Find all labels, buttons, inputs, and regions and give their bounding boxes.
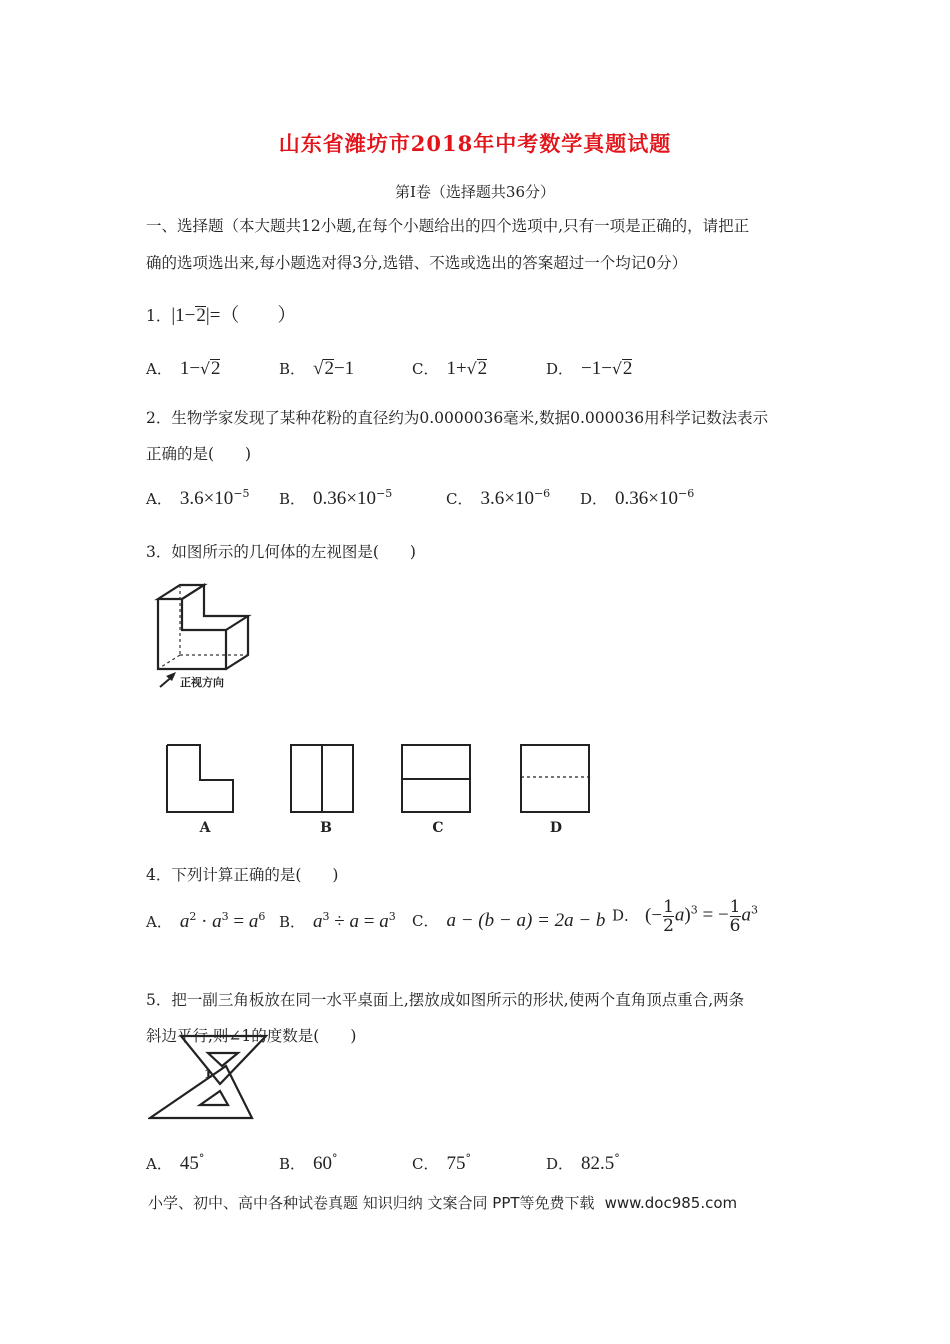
question-4-option-c: C． a − (b − a) = 2a − b bbox=[412, 910, 606, 931]
question-5-option-d: D． 82.5° bbox=[546, 1152, 620, 1174]
option-d-label: D bbox=[549, 820, 563, 836]
question-1-option-b: B． √2−1 bbox=[279, 358, 355, 379]
option-c-label: C bbox=[432, 820, 444, 836]
question-2-line2: 正确的是( ) bbox=[146, 445, 252, 463]
question-4-option-a: A． $a^2 \cdot a^3 = a^6$ bbox=[146, 910, 266, 932]
option-d-shape bbox=[521, 745, 589, 812]
option-b-label: B bbox=[320, 820, 332, 836]
paper-subtitle: 第Ⅰ卷（选择题共36分） bbox=[394, 183, 555, 201]
question-1-option-a: A． 1−√2 bbox=[146, 358, 221, 379]
footer bbox=[148, 1192, 737, 1213]
option-a-shape bbox=[167, 745, 233, 812]
question-1-option-d: D． −1−√2 bbox=[546, 358, 633, 379]
question-4-option-d: D． (− $\frac{1}{2}$ a)$^3$ = − $\frac{1}{6}$ $a^3$ bbox=[612, 897, 758, 936]
solid-figure bbox=[150, 575, 260, 693]
footer-text: 小学、初中、高中各种试卷真题 知识归纳 文案合同 PPT等免费下载 bbox=[148, 1194, 595, 1212]
view-options bbox=[160, 742, 600, 838]
triangle-set-figure bbox=[148, 1032, 273, 1124]
question-4-option-b: B． $a^3 \div a = a^3$ bbox=[279, 910, 396, 932]
question-5-line2: 斜边平行,则∠1的度数是( ) bbox=[146, 1027, 357, 1045]
footer-url[interactable]: www.doc985.com bbox=[604, 1194, 738, 1212]
section-intro-line1: 一、选择题（本大题共12小题,在每个小题给出的四个选项中,只有一项是正确的，请把正 bbox=[146, 217, 750, 235]
question-5-option-c: C． 75° bbox=[412, 1152, 471, 1174]
question-2-line1: 2．生物学家发现了某种花粉的直径约为0.0000036毫米,数据0.000036用科学记数法表示 bbox=[146, 409, 769, 427]
question-5-line1: 5．把一副三角板放在同一水平桌面上,摆放成如图所示的形状,使两个直角顶点重合,两条 bbox=[146, 991, 745, 1009]
question-5-option-a: A． 45° bbox=[146, 1152, 205, 1174]
page-title: 山东省潍坊市2018年中考数学真题试题 bbox=[278, 131, 672, 156]
question-2-option-a: A． $3.6\times 10^{-5}$ bbox=[146, 487, 250, 509]
question-5-option-b: B． 60° bbox=[279, 1152, 338, 1174]
question-1-option-c: C． 1+√2 bbox=[412, 358, 488, 379]
question-3-stem: 3．如图所示的几何体的左视图是( ) bbox=[146, 543, 416, 561]
direction-label: 正视方向 bbox=[180, 676, 224, 689]
question-2-option-d: D． $0.36\times 10^{-6}$ bbox=[580, 487, 695, 509]
question-1-stem: 1．|1−2|=（ ） bbox=[146, 305, 297, 326]
question-4-stem: 4．下列计算正确的是( ) bbox=[146, 866, 339, 884]
question-2-option-c: C． $3.6\times 10^{-6}$ bbox=[446, 487, 551, 509]
angle-1-label: 1 bbox=[204, 1067, 213, 1081]
question-2-option-b: B． $0.36\times 10^{-5}$ bbox=[279, 487, 393, 509]
section-intro-line2: 确的选项选出来,每小题选对得3分,选错、不选或选出的答案超过一个均记0分） bbox=[146, 254, 688, 272]
option-a-label: A bbox=[199, 820, 211, 836]
